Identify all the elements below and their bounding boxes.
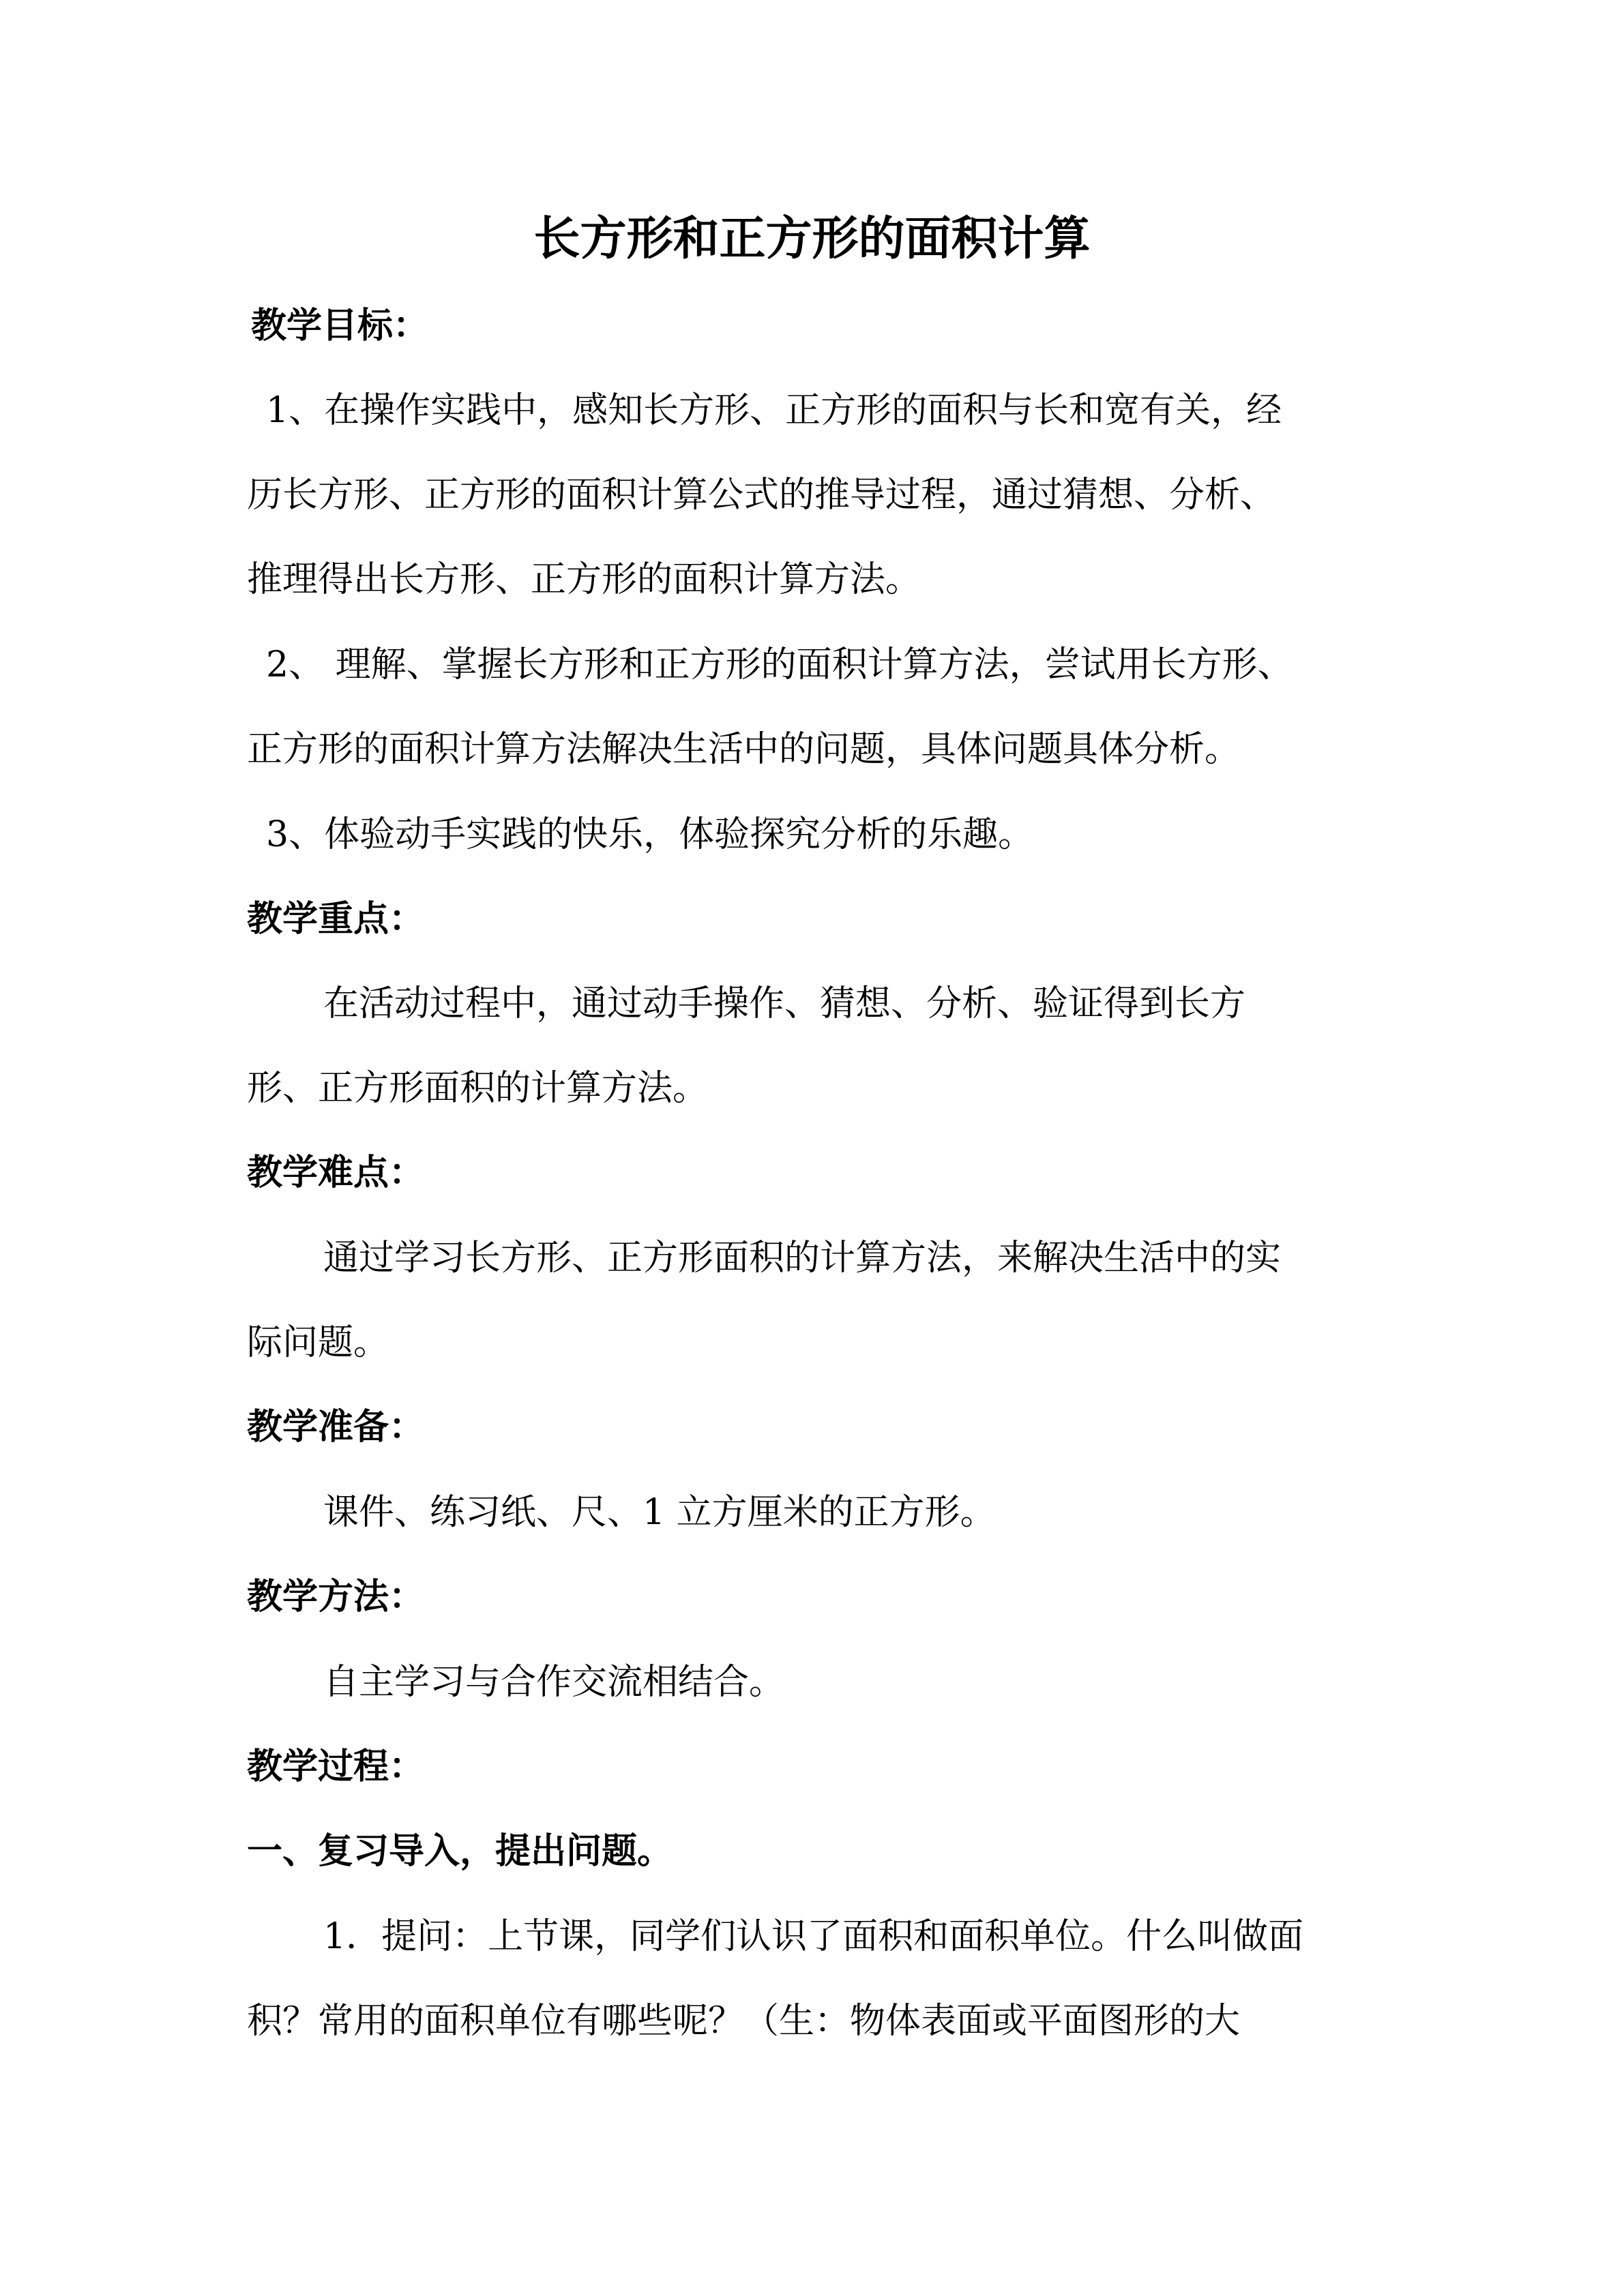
objective-3-line-1: 3、体验动手实践的快乐，体验探究分析的乐趣。 xyxy=(266,814,1034,855)
objectives-heading: 教学目标： xyxy=(251,305,429,346)
document-title: 长方形和正方形的面积计算 xyxy=(533,211,1091,266)
section-1-line-2: 积？常用的面积单位有哪些呢？（生：物体表面或平面图形的大 xyxy=(247,2001,1241,2042)
objective-1-line-1: 1、在操作实践中，感知长方形、正方形的面积与长和宽有关，经 xyxy=(266,390,1282,431)
process-heading: 教学过程： xyxy=(247,1746,425,1787)
difficulties-line-1: 通过学习长方形、正方形面积的计算方法，来解决生活中的实 xyxy=(323,1238,1282,1279)
preparation-line-1: 课件、练习纸、尺、1 立方厘米的正方形。 xyxy=(323,1492,996,1533)
objective-1-line-3: 推理得出长方形、正方形的面积计算方法。 xyxy=(247,559,921,600)
section-1-line-1: 1．提问：上节课，同学们认识了面积和面积单位。什么叫做面 xyxy=(323,1916,1304,1957)
section-1-heading: 一、复习导入，提出问题。 xyxy=(247,1830,673,1872)
objective-2-line-1: 2、 理解、掌握长方形和正方形的面积计算方法，尝试用长方形、 xyxy=(266,644,1293,685)
difficulties-heading: 教学难点： xyxy=(247,1152,425,1193)
methods-line-1: 自主学习与合作交流相结合。 xyxy=(323,1662,785,1703)
difficulties-line-2: 际问题。 xyxy=(247,1322,389,1363)
objective-1-line-2: 历长方形、正方形的面积计算公式的推导过程，通过猜想、分析、 xyxy=(247,475,1276,516)
objective-2-line-2: 正方形的面积计算方法解决生活中的问题，具体问题具体分析。 xyxy=(247,729,1241,770)
methods-heading: 教学方法： xyxy=(247,1576,425,1617)
key-points-line-1: 在活动过程中，通过动手操作、猜想、分析、验证得到长方 xyxy=(323,983,1246,1024)
key-points-line-2: 形、正方形面积的计算方法。 xyxy=(247,1068,709,1109)
key-points-heading: 教学重点： xyxy=(247,898,425,940)
preparation-heading: 教学准备： xyxy=(247,1406,425,1448)
